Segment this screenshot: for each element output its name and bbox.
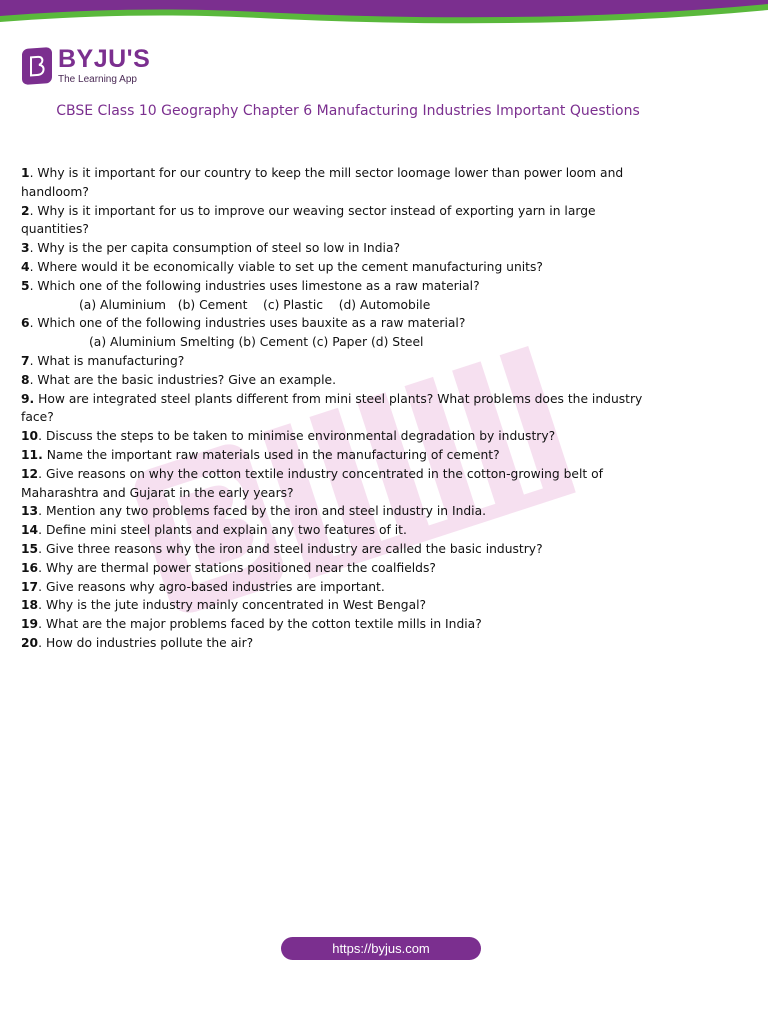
question-text: . Define mini steel plants and explain any two features of it. [38, 523, 407, 538]
question-number: 2 [21, 203, 30, 218]
question-number: 16 [21, 560, 39, 575]
question-text: . Which one of the following industries uses limestone as a raw material? [29, 278, 480, 293]
question-number: 8 [21, 372, 30, 387]
question-number: 4 [21, 259, 30, 274]
list-item [21, 164, 661, 202]
list-item [21, 559, 661, 578]
question-number: 12 [21, 466, 39, 481]
question-text: . What is manufacturing? [29, 353, 185, 368]
list-item [21, 277, 661, 315]
question-options: (a) Aluminium (b) Cement (c) Plastic (d) Automobile [79, 297, 431, 312]
question-number: 3 [21, 241, 30, 256]
question-number: 10 [21, 429, 39, 444]
list-item [21, 502, 661, 521]
question-number: 1 [21, 166, 30, 180]
list-item [21, 427, 661, 446]
footer-url-link[interactable]: https://byjus.com [281, 937, 481, 960]
list-item [21, 314, 661, 352]
question-number: 11. [21, 447, 43, 462]
question-text: . Give reasons on why the cotton textile industry concentrated in the cotton-growing belt of Maharashtra and Gujarat in the early years? [21, 466, 603, 500]
list-item [21, 352, 661, 371]
list-item [21, 521, 661, 540]
question-text: . Give reasons why agro-based industries are important. [38, 579, 385, 594]
list-item [21, 540, 661, 559]
list-item [21, 634, 661, 653]
question-number: 6 [21, 316, 30, 331]
list-item [21, 615, 661, 634]
question-text: . Why is it important for us to improve our weaving sector instead of exporting yarn in large quantities? [21, 203, 596, 237]
question-number: 15 [21, 541, 39, 556]
list-item [21, 202, 661, 240]
list-item [21, 258, 661, 277]
question-text: . Why are thermal power stations positioned near the coalfields? [38, 560, 436, 575]
question-text: . Discuss the steps to be taken to minimise environmental degradation by industry? [38, 429, 556, 444]
question-list [21, 164, 661, 653]
question-text: . How do industries pollute the air? [38, 635, 254, 650]
question-text: . Why is the jute industry mainly concentrated in West Bengal? [38, 598, 427, 613]
question-text: . Where would it be economically viable to set up the cement manufacturing units? [29, 259, 543, 274]
question-text: How are integrated steel plants different from mini steel plants? What problems does the industry face? [21, 391, 643, 425]
list-item [21, 371, 661, 390]
question-text: . Give three reasons why the iron and steel industry are called the basic industry? [38, 541, 543, 556]
question-text: . Mention any two problems faced by the iron and steel industry in India. [38, 504, 487, 519]
list-item [21, 578, 661, 597]
question-options: (a) Aluminium Smelting (b) Cement (c) Paper (d) Steel [89, 335, 424, 350]
byjus-logo [22, 44, 150, 88]
question-number: 13 [21, 504, 39, 519]
list-item [21, 390, 661, 428]
question-number: 19 [21, 617, 39, 632]
question-text: . What are the major problems faced by the cotton textile mills in India? [38, 617, 482, 632]
question-text: Name the important raw materials used in the manufacturing of cement? [42, 447, 500, 462]
question-number: 20 [21, 635, 39, 650]
question-number: 14 [21, 523, 39, 538]
question-number: 18 [21, 598, 39, 613]
page-title: CBSE Class 10 Geography Chapter 6 Manufacturing Industries Important Questions [56, 103, 640, 119]
question-number: 5 [21, 278, 30, 293]
list-item [21, 596, 661, 615]
list-item [21, 239, 661, 258]
question-text: . What are the basic industries? Give an example. [29, 372, 337, 387]
header-accent-band [0, 0, 768, 26]
question-number: 7 [21, 353, 30, 368]
list-item [21, 465, 661, 503]
question-text: . Why is it important for our country to keep the mill sector loomage lower than power loom and handloom? [21, 166, 624, 199]
list-item [21, 446, 661, 465]
question-number: 17 [21, 579, 39, 594]
byjus-b-icon [22, 47, 52, 85]
logo-tagline: The Learning App [58, 74, 137, 85]
question-text: . Which one of the following industries uses bauxite as a raw material? [29, 316, 466, 331]
question-number: 9. [21, 391, 35, 406]
question-text: . Why is the per capita consumption of steel so low in India? [29, 241, 401, 256]
logo-wordmark: BYJU'S [58, 45, 151, 73]
